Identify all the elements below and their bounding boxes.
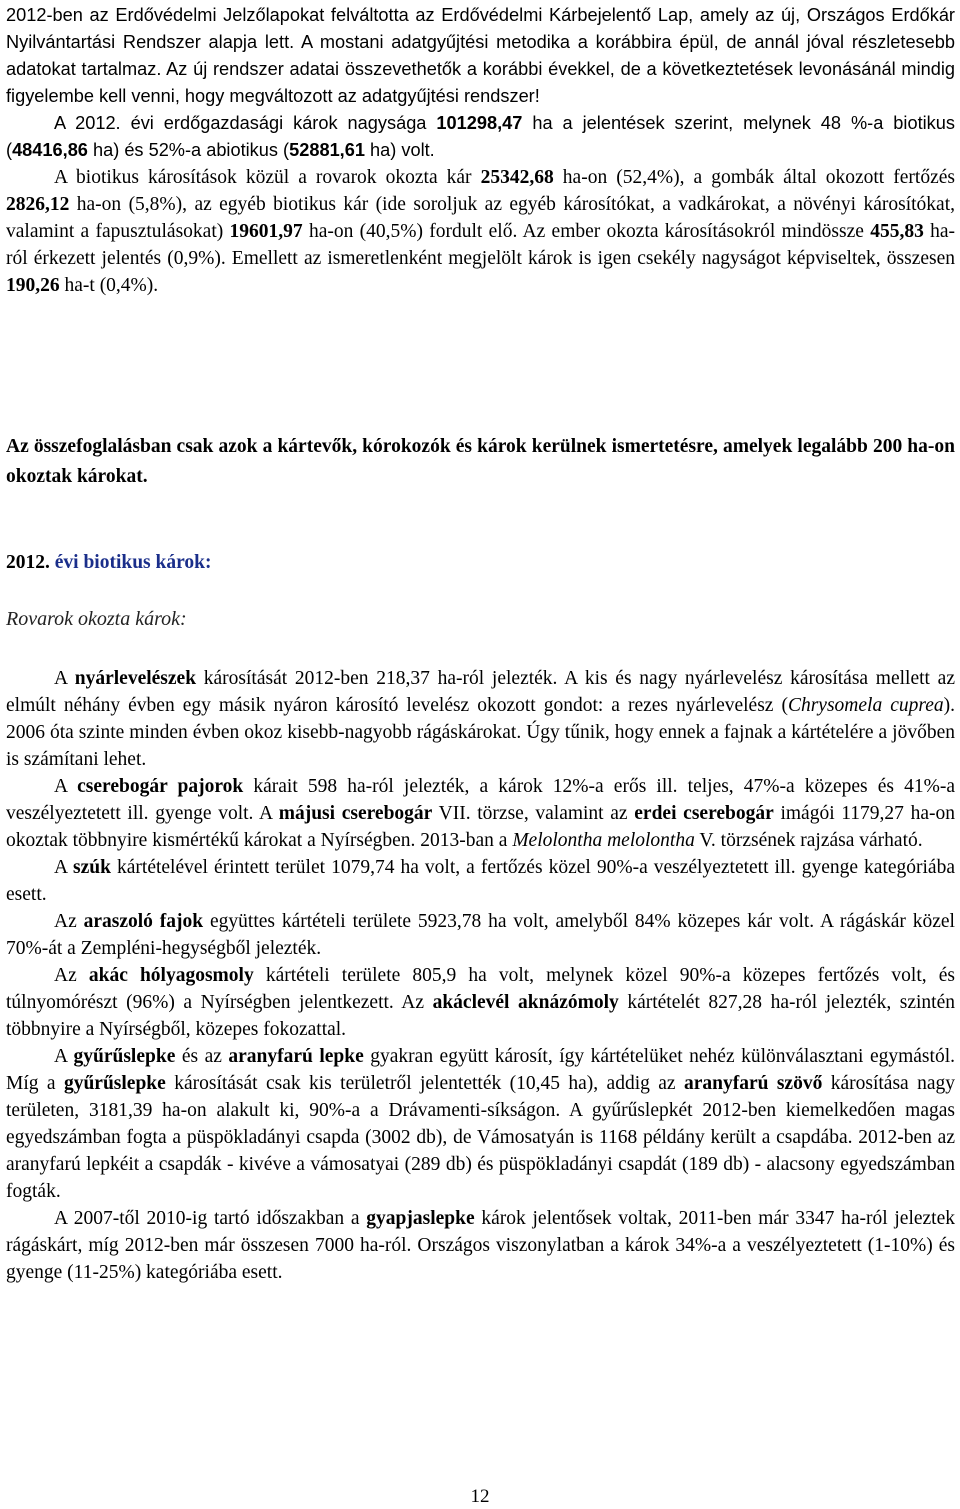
pest-name: gyapjaslepke [366,1208,475,1229]
text-run: ha-t (0,4%). [59,275,159,296]
pest-name: erdei cserebogár [634,803,774,824]
text-run: ha) és 52%-a abiotikus ( [87,140,290,160]
text-run: károk jelentősek voltak, 2011-ben már 3347 ha-ról jeleztek rágáskárt, míg 2012-ben már összesen 7000 ha-ról. Országos viszonylatban a károk 34%-a a veszélyeztetett (1-10%) és gyenge (11-25%) kategóriába esett. [6,1208,955,1283]
text-run: károsítása nagy területen, 3181,39 ha-on alakult ki, 90%-a a Drávamenti-síkságon. A gyűrűslepkét 2012-ben kiemelkedően magas egyedszámban fogta a püspökladányi csapda (3002 db), de Vámosatyán is 1168 példány került a csapdába. 2012-ben az aranyfarú lepkéit a csapdák - kivéve a vámosatyai (289 db) és püspökladányi csapdát (189 db) - alacsony egyedszámban fogták. [6,1073,955,1202]
text-run: gyakran együtt károsít, így kártételüket nehéz különválasztani egymástól. Míg a [6,1046,955,1094]
text-run: ha-on (5,8%), az egyéb biotikus kár (ide soroljuk az egyéb károsítókat, a vadkárokat, a növényi károsítókat, valamint a fapusztulásokat) [6,194,955,242]
human-damage-value: 455,83 [870,221,924,242]
paragraph-gypsy-moth [6,1205,955,1286]
text-run: kártételével érintett terület 1079,74 ha volt, a fertőzés közel 90%-a veszélyeztetett ill. gyenge kategóriába esett. [6,857,955,905]
pest-name: aranyfarú szövő [683,1073,823,1094]
text-run: ha-on (52,4%), a gombák által okozott fertőzés [553,167,955,188]
section-title-year: 2012. [6,552,50,573]
text-run: A 2007-től 2010-ig tartó időszakban a [54,1208,367,1229]
insect-damage-value: 25342,68 [480,167,554,188]
intro-paragraph-2 [6,110,955,164]
text-run: kárait 598 ha-ról jelezték, a károk 12%-a erős ill. teljes, 47%-a közepes és 41%-a veszélyeztetett ill. gyenge volt. A [6,776,955,824]
text-run: A [54,668,75,689]
text-run: A 2012. évi erdőgazdasági károk nagysága [54,113,437,133]
pest-name: nyárlevelészek [74,668,197,689]
pest-name: szúk [73,857,111,878]
summary-note: Az összefoglalásban csak azok a kártevők, kórokozók és károk kerülnek ismertetésre, amelyek legalább 200 ha-on okoztak károkat. [6,436,955,487]
text-run: károsítását csak kis területről jelentették (10,45 ha), addig az [165,1073,684,1094]
text-run: A [54,857,74,878]
pest-name: akác hólyagosmoly [88,965,254,986]
intro-paragraph-3 [6,164,955,299]
subsection-title: Rovarok okozta károk: [6,608,187,630]
paragraph-poplar-leaf-beetles [6,665,955,773]
text-run: ). 2006 óta szinte minden évben okoz kisebb-nagyobb rágáskárokat. Úgy tűnik, hogy ennek a fajnak a kártételére a jövőben is számítani lehet. [6,695,955,770]
pest-name: akáclevél aknázómoly [432,992,619,1013]
text-run: együttes kártételi területe 5923,78 ha volt, amelyből 84% közepes kár volt. A rágáskár közel 70%-át a Zempléni-hegységből jelezték. [6,911,955,959]
species-name: Melolontha melolontha [512,830,695,851]
section-heading-block [6,548,955,578]
section-title-text: évi biotikus károk: [49,552,212,573]
paragraph-bark-beetles [6,854,955,908]
total-damage-value: 101298,47 [436,113,523,133]
paragraph-locust-leaf-miners [6,962,955,1043]
text-run: ha a jelentések szerint, melynek 48 %-a biotikus ( [6,113,955,160]
pest-name: araszoló fajok [83,911,204,932]
text-run: V. törzsének rajzása várható. [694,830,923,851]
paragraph-geometrid-moths [6,908,955,962]
text-run: ha-on (40,5%) fordult elő. Az ember okozta károsításokról mindössze [302,221,871,242]
paragraph-cockchafer [6,773,955,854]
intro-paragraph-1: 2012-ben az Erdővédelmi Jelzőlapokat felváltotta az Erdővédelmi Kárbejelentő Lap, amely az új, Országos Erdőkár Nyilvántartási Rendszer alapja lett. A mostani adatgyűjtési metodika a korábbira épül, de annál jóval részletesebb adatokat tartalmaz. Az új rendszer adatai összevethetők a korábbi évekkel, de a következtetések levonásánál mindig figyelembe kell venni, hogy megváltozott az adatgyűjtési rendszer! [6,5,955,106]
text-run: A [54,776,78,797]
pest-name: aranyfarú lepke [228,1046,364,1067]
section-title [6,548,955,578]
text-run: Az [54,911,84,932]
biotic-damage-value: 48416,86 [12,140,88,160]
text-run: A biotikus károsítások közül a rovarok okozta kár [54,167,481,188]
text-run: és az [175,1046,229,1067]
abiotic-damage-value: 52881,61 [289,140,365,160]
unknown-damage-value: 190,26 [6,275,60,296]
text-run: imágói 1179,27 ha-on okoztak többnyire kismértékű károkat a Nyírségben. 2013-ban a [6,803,956,851]
intro-section [6,2,955,299]
summary-note-block [6,432,955,492]
pest-name: májusi cserebogár [278,803,433,824]
other-biotic-damage-value: 19601,97 [229,221,303,242]
text-run: ha-ról érkezett jelentés (0,9%). Emellett az ismeretlenként megjelölt károk is igen csekély nagyságot képviseltek, összesen [6,221,955,269]
text-run: kártételét 827,28 ha-ról jelezték, szintén többnyire a Nyírségből, közepes fokozattal. [6,992,956,1040]
body-section [6,665,955,1286]
text-run: A [54,1046,74,1067]
text-run: ha) volt. [364,140,435,160]
text-run: károsítását 2012-ben 218,37 ha-ról jelezték. A kis és nagy nyárlevelész károsítása mellett az elmúlt néhány évben egy másik nyáron károsító levelész okozott gondot: a rezes nyárlevelész ( [6,668,955,716]
pest-name: cserebogár pajorok [77,776,244,797]
text-run: Az [54,965,89,986]
subsection-heading-block [6,605,955,633]
paragraph-lackey-and-browntail-moths [6,1043,955,1205]
pest-name: gyűrűslepke [63,1073,166,1094]
text-run: VII. törzse, valamint az [432,803,635,824]
page-number: 12 [470,1486,490,1507]
pest-name: gyűrűslepke [73,1046,176,1067]
species-name: Chrysomela cuprea [787,695,944,716]
fungal-damage-value: 2826,12 [6,194,70,215]
text-run: kártételi területe 805,9 ha volt, melynek közel 90%-a közepes fertőzés volt, és túlnyomórészt (96%) a Nyírségben jelentkezett. Az [6,965,955,1013]
